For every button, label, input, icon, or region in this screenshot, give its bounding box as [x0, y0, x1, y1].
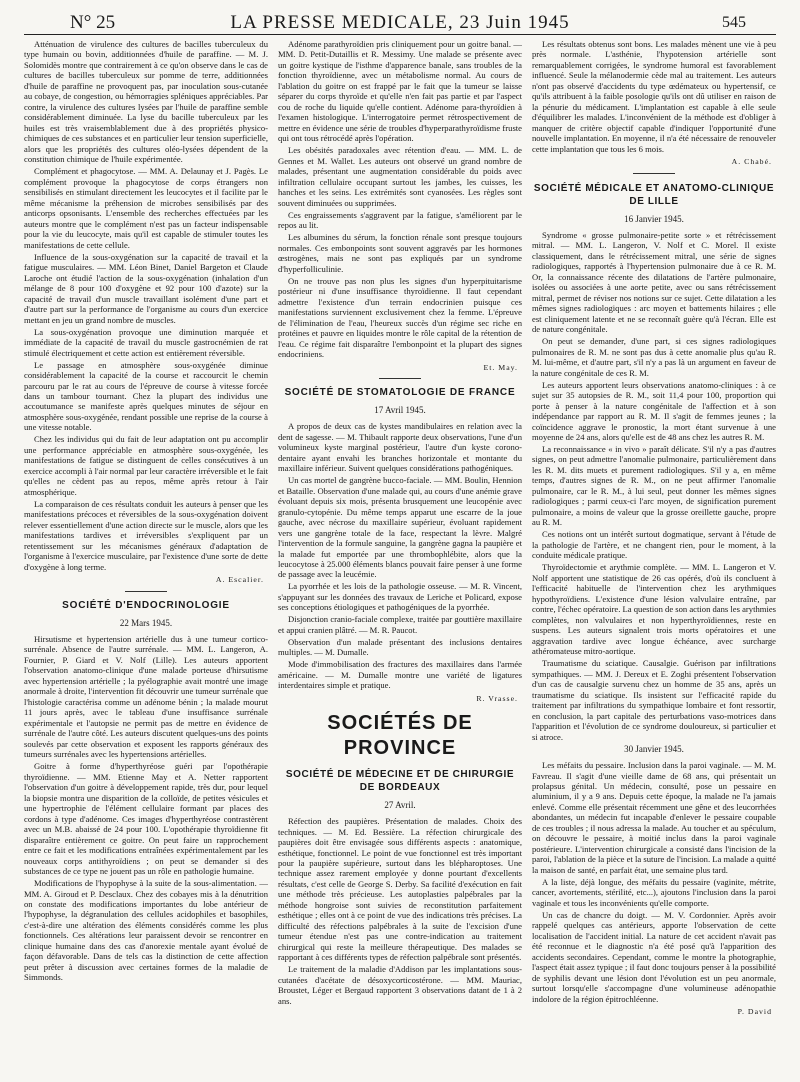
section-heading: SOCIÉTÉ D'ENDOCRINOLOGIE: [62, 599, 230, 611]
page-header: [24, 10, 776, 35]
session-date: 27 Avril.: [384, 800, 416, 811]
article-goitre-hyperthyreose: Goitre à forme d'hyperthyréose guéri par l'opothérapie thyroïdienne. — MM. Etienne May et A. Netter rapportent l'observation d'un goitre à développement rapide, très dur, pour lequel la biopsie montra une disparition de la colloïde, de petites vésicules et une hypertrophie de l'élément cellulaire formant par places des cordons à type d'adénome. Ces images d'hyperthyréose contrastèrent avec un M.B. abaissé de 24 pour 100. L'opothérapie thyroïdienne fit disparaître entièrement ce goitre. On peut faire un rapprochement entre ce fait et les modifications entraînées expérimentalement par les nouveaux corps antithyroïdiens ; on peut se demander si des substances de ce type ne jouent pas un rôle en pathologie humaine.: [24, 761, 268, 877]
session-date: 22 Mars 1945.: [119, 617, 173, 628]
article-mefaits-pessaire: Les méfaits du pessaire. Inclusion dans la paroi vaginale. — M. M. Favreau. Il s'agit d'une vieille dame de 68 ans, qui présentait un prolapsus génital. Un médecin, consulté, pose un pessaire en aluminium, il y a 9 ans. Depuis cette époque, la malade ne l'a jamais enlevé. Comme elle présentait récemment une gêne et des leucorrhées abondantes, un médecin fut incapable d'enlever le pessaire coupable de ces troubles ; il nous adressa la malade. Au toucher et au spéculum, on découvre le pessaire, à moitié inclus dans la paroi vaginale postérieure. L'intervention chirurgicale a consisté dans l'incision de la paroi, l'ablation de la pièce et la suture de l'incision. La malade a quitté la maison de santé, en parfait état, une semaine plus tard.: [532, 760, 776, 875]
section-heading: SOCIÉTÉ DE STOMATOLOGIE DE FRANCE: [284, 387, 516, 399]
paragraph: Chez les individus qui du fait de leur adaptation ont pu accomplir une performance appréciable en atmosphère sous-oxygénée, les manifestations de fatigue se distinguent de celles consécutives à un exercice accompli à l'air normal par leur caractère irréversible et le fait qu'elles ne cèdent pas au repos, même après retour à l'air atmosphérique.: [24, 434, 268, 497]
article-adenome-parathyroidien: Adénome parathyroïdien pris cliniquement pour un goitre banal. — MM. D. Petit-Dutaillis et R. Messimy. Une malade se présente avec un goitre kystique de l'isthme d'apparence banale, sans troubles de la fonction thyroïdienne, avec un métabolisme normal. Au cours de l'ablation du goitre on est frappé par le fait que la tumeur se laisse séparer du corps thyroïde et qu'elle n'en fait pas partie et par l'aspect cou de roche du liquide qu'elle contient. Adénome para-thyroïdien à l'examen histologique. L'interrogatoire permet rétrospectivement de mettre en évidence une série de troubles d'hyperparathyroïdisme fruste qui ont tous rétrocédé après l'opération.: [278, 39, 522, 144]
article-complement-phagocytose: Complément et phagocytose. — MM. A. Delaunay et J. Pagès. Le complément provoque la phagocytose de corps étrangers non sensibilisés en stimulant directement les leucocytes et il facilite par le même mécanisme la préhension de microbes sensibilisés par des anticorps opsonisants. L'ensemble des recherches effectuées par les auteurs montre que le complément n'est pas un facteur indispensable pour la vie du leucocyte, mais qu'il est capable de stimuler toutes les manifestations de cette cellule.: [24, 166, 268, 250]
paragraph: Ces engraissements s'aggravent par la fatigue, s'améliorent par le repos au lit.: [278, 209, 522, 231]
article-gangrene-bucco-faciale: Un cas mortel de gangrène bucco-faciale. — MM. Boulin, Hennion et Bataille. Observation d'une malade qui, au cours d'une anémie grave évoluant depuis six mois, présenta brusquement une leucopénie avec granulo-cytopénie. Du même temps apparut une escarre de la joue gauche, avec nécrose du maxillaire supérieur, évoluant rapidement vers une gangrène totale de la face, respectant la lèvre. Malgré l'intervention de la formule sanguine, la gangrène gagna la paupière et la malade fut emportée par une thrombophlébite, alors que la leucocytose à 25.000 éléments blancs pouvait faire penser à une forme de passage avec la leucémie.: [278, 475, 522, 580]
paragraph: Le passage en atmosphère sous-oxygénée diminue considérablement la capacité de la course et raccourcit le chemin parcouru par le rat au cours de l'épreuve de course à vitesse forcée dans un tambour tournant. Chez la plupart des individus une accoutumance se manifeste après quelques minutes de séjour en atmosphère sous-oxygénée, rendant possible une reprise de la course à une vitesse notable.: [24, 359, 268, 433]
article-thyroidectomie: Thyroïdectomie et arythmie complète. — MM. L. Langeron et V. Nolf apportent une statistique de 26 cas opérés, d'où ils concluent à l'efficacité habituelle de l'intervention chez les arythmiques hypothyroïdiens. L'existence d'une lésion valvulaire entraîne, par contre, l'échec opératoire. La question de son action dans les arythmies complètes, non valvulaires et non hyperthyroïdiennes, reste en suspens. Les auteurs signalent trois morts opératoires et une aggravation tardive avec longue échéance, avec surcharge athéromateuse mitro-aortique.: [532, 562, 776, 657]
paragraph: On peut se demander, d'une part, si ces signes radiologiques pulmonaires de R. M. ne sont pas dus à cette anomalie plus qu'au R. M. lui-même, et d'autre part, s'il n'y a pas là un argument en faveur de la nature congénitale de ces R. M.: [532, 336, 776, 378]
paragraph: A la liste, déjà longue, des méfaits du pessaire (vaginite, métrite, cancer, avortements, stérilité, etc...), ajoutons l'inclusion dans la paroi vaginale et tous les inconvénients qu'elle comporte.: [532, 876, 776, 908]
author-signature: Et. May.: [483, 362, 518, 372]
article-disjonction-cranio-faciale: Disjonction cranio-faciale complexe, traitée par gouttière maxillaire et appui cranien plâtré. — M. R. Paucot.: [278, 614, 522, 635]
author-signature: R. Vrasse.: [476, 693, 518, 703]
column-1: [24, 39, 268, 1075]
article-columns: [24, 39, 776, 1075]
session-date: 16 Janvier 1945.: [624, 213, 684, 224]
journal-title: LA PRESSE MEDICALE, 23 Juin 1945: [230, 12, 570, 33]
article-chancre-doigt: Un cas de chancre du doigt. — M. V. Cordonnier. Après avoir rappelé quelques cas antérieurs, apporte l'observation de cette localisation de l'accident initial. La nature de cet accident n'avait pas été reconnue et le diagnostic n'a été posé qu'à l'apparition des accidents secondaires. Cependant, comme le montre la photographie, l'aspect était assez typique ; il faut donc toujours penser à la possibilité de syphilis devant une lésion dont l'évolution est un peu anormale, surtout lorsqu'elle s'accompagne d'une volumineuse adénopathie indolore de la région épitrochléenne.: [532, 909, 776, 1004]
issue-number: N° 25: [70, 12, 116, 33]
article-sous-oxygenation: Influence de la sous-oxygénation sur la capacité de travail et la fatigue musculaires. — MM. Léon Binet, Daniel Bargeton et Claude Laroche ont étudié l'action de la sous-oxygénation (inhalation d'un mélange de 8 pour 100 d'oxygène et 92 pour 100 d'azote) sur la capacité de travail d'un muscle travaillant isolément d'une part et d'autre part sur la performance de l'organisme au cours d'un exercice mettant en jeu un grand nombre de muscles.: [24, 251, 268, 325]
article-pyorrhee: La pyorrhée et les lois de la pathologie osseuse. — M. R. Vincent, s'appuyant sur les données des travaux de Leriche et Policard, expose ses conceptions étiologiques et pathogéniques de la pyorrhée.: [278, 581, 522, 613]
paragraph: La reconnaissance « in vivo » paraît délicate. S'il n'y a pas d'autres signes, on peut admettre l'anomalie pulmonaire, particulièrement dans les R. M. dits muets et purement radiologiques. S'il y a, en même temps, d'autres signes de R. M., on ne peut affirmer l'anomalie pulmonaire, car le R. M., à lui seul, peut donner les mêmes signes radiologiques ; parmi ceux-ci l'arc moyen, de signification purement pulmonaire, a moins de valeur que la grosse oreillette gauche, propre au R. M.: [532, 443, 776, 528]
paragraph: Ces notions ont un intérêt surtout dogmatique, servant à l'étude de la pathologie de l'artère, et ne changent rien, pour le moment, à la conduite médicale pratique.: [532, 529, 776, 561]
article-kystes-mandibulaires: A propos de deux cas de kystes mandibulaires en relation avec la dent de sagesse. — M. Thibault rapporte deux observations, l'une d'un volumineux kyste marginal postérieur, l'autre d'un kyste corono-dentaire ayant envahi les branches horizontale et montante du maxillaire inférieur. Suivent quelques considérations pathogéniques.: [278, 421, 522, 474]
paragraph: Les résultats obtenus sont bons. Les malades mènent une vie à peu près normale. L'asthénie, l'hypotension artérielle sont remarquablement corrigées, le syndrome humoral est favorablement influencé. Seule la mélanodermie cède mal au traitement. Les auteurs n'ont pas observé d'accidents du type œdémateux ou hypertensif, ce qu'ils attribuent à la faible posologie qu'ils ont dû utiliser en raison de la pénurie du médicament. L'implantation est capable à elle seule d'équilibrer les malades. L'inconvénient de la méthode est d'obliger à manquer de critère objectif capable d'indiquer l'opportunité d'une nouvelle implantation. En moyenne, il n'a été nécessaire de renouveler cette implantation que tous les 6 mois.: [532, 39, 776, 154]
author-signature: A. Escalier.: [215, 575, 264, 585]
article-maladie-addison: Le traitement de la maladie d'Addison par les implantations sous-cutanées d'acétate de désoxycorticostérone. — MM. Mauriac, Broustet, Léger et Bergaud rapportent 3 observations datant de 1 à 2 ans.: [278, 964, 522, 1006]
article-fractures-maxillaires: Mode d'immobilisation des fractures des maxillaires dans l'armée américaine. — M. Dumalle montre une variété de ligatures interdentaires simple et pratique.: [278, 659, 522, 691]
paragraph: La sous-oxygénation provoque une diminution marquée et immédiate de la capacité de travail du muscle gastrocnémien de rat stimulé électriquement et cette action est entièrement réversible.: [24, 326, 268, 358]
session-date: 30 Janvier 1945.: [624, 744, 684, 755]
paragraph: Les albumines du sérum, la fonction rénale sont presque toujours normales. Ces embonpoints sont souvent aggravés par les hormones œstrogènes, mais ne sont pas expliqués par un syndrome d'hyperfolliculinie.: [278, 232, 522, 274]
article-obesites-paradoxales: Les obésités paradoxales avec rétention d'eau. — MM. L. de Gennes et M. Wallet. Les auteurs ont observé un grand nombre de malades, présentant une augmentation considérable du poids avec infiltration cellulaire occupant surtout les jambes, les cuisses, les hanches et les seins. Les extrémités sont cyanosées. Les règles sont souvent diminuées ou supprimées.: [278, 145, 522, 208]
article-inclusions-dentaires: Observation d'un malade présentant des inclusions dentaires multiples. — M. Dumalle.: [278, 636, 522, 658]
article-refection-paupieres: Réfection des paupières. Présentation de malades. Choix des techniques. — M. Ed. Bessière. La réfection chirurgicale des paupières doit être envisagée sous différents aspects : anatomique, esthétique, fonctionnel. Le point de vue fonctionnel est très important pour la paupière supérieure, surtout dans les blépharoptoses. Une technique assez rarement employée y donne pourtant d'excellents résultats, c'est celle de George S. Derby. Sa facilité d'exécution en fait une méthode très précieuse. Les autoplasties palpébrales par la méthode hongroise sont suivies de reconstitution parfaitement esthétique ; elles ont à ce point de vue des indications très précises. La difficulté des réfections palpébrales à la suite de l'excision d'une tumeur étendue n'est pas une contre-indication au traitement chirurgical qui reste la meilleure thérapeutique. Des malades se rapportant à ces différents types de réfection palpébrale sont présentés.: [278, 816, 522, 963]
article-traumatisme-sciatique: Traumatisme du sciatique. Causalgie. Guérison par infiltrations sympathiques. — MM. J. Dereux et E. Zoghi présentent l'observation d'un cas de causalgie survenu chez un homme de 35 ans, après un traumatisme du sciatique. Ils insistent sur l'efficacité rapide du traitement par infiltrations du sympathique lombaire et font ressortir, en conclusion, la part capitale des perturbations vaso-motrices dans l'apparition et l'évolution de ce syndrome douloureux, si particulier et si atroce.: [532, 658, 776, 742]
author-signature: A. Chabé.: [731, 157, 772, 167]
session-date: 17 Avril 1945.: [374, 405, 426, 416]
article-attenuation-virulence: Atténuation de virulence des cultures de bacilles tuberculeux du type humain ou bovin, additionnées d'huile de paraffine. — M. J. Solomidès montre que contrairement à ce qu'on observe dans le cas de cultures de bacilles tuberculeux sur pomme de terre, additionnées d'huile de paraffine ne provoquent pas, par inoculation sous-cutanée au cobaye, de congestion, ou hémorragies spléniques appréciables. Par contre, la virulence des cultures lysées par l'huile de paraffine semble considérablement diminuée. La lyse du bacille tuberculeux par les huiles est très vraisemblablement due à des propriétés physico-chimiques de ces substances et en particulier leur tension superficielle, alors que les propriétés des cultures oléo-lysées dépendent de la constitution chimique de l'huile expérimentée.: [24, 39, 268, 165]
section-heading: SOCIÉTÉ DE MÉDECINE ET DE CHIRURGIE DE BORDEAUX: [285, 769, 515, 794]
article-hypophyse: Modifications de l'hypophyse à la suite de la sous-alimentation. — MM. A. Giroud et P. Desclaux. Chez des cobayes mis à la dénutrition on constate des modifications importantes du lobe antérieur de l'hypophyse, la dégranulation des cellules acidophiles et basophiles, c'est-à-dire une altération des éléments considérés comme les plus fonctionnels. Ces altérations leur paraissent devoir se rencontrer en clinique humaine dans des cas d'anorexie mentale ayant évolué de façon défavorable. Dans de tels cas la distinction de cette affection peut prêter à discussion avec certaines formes de la maladie de Simmonds.: [24, 878, 268, 983]
divider: [633, 173, 675, 174]
column-3: [532, 39, 776, 1075]
author-signature: P. David: [737, 1007, 772, 1017]
paragraph: Les auteurs apportent leurs observations anatomo-cliniques : à ce sujet sur 35 autopsies de R. M., soit 11,4 pour 100, proportion qui porte à penser à la nature congénitale de l'affection et à son indépendance par rapport au R. M. Il s'agit de femmes jeunes ; la coïncidence aggrave le pronostic, la mort étant survenue à une moyenne de 24 ans, alors qu'elle est de 48 ans chez les autres R. M.: [532, 379, 776, 442]
main-section-heading: SOCIÉTÉS DE PROVINCE: [327, 712, 473, 759]
divider: [379, 378, 421, 379]
divider: [125, 591, 167, 592]
paragraph: La comparaison de ces résultats conduit les auteurs à penser que les manifestations précoces et réversibles de la sous-oxygénation doivent relever essentiellement d'une action directe sur le muscle, alors que les manifestations tardives et irréversibles s'expliquent par un retentissement sur les mécanismes généraux d'adaptation de l'organisme à l'exercice musculaire, par l'existence d'une sorte de dette d'oxygène à long terme.: [24, 498, 268, 572]
paragraph: On ne trouve pas non plus les signes d'un hyperpituitarisme postérieur ni d'une insuffisance thyroïdienne. Il faut cependant admettre l'existence d'un terrain endocrinien puisque ces manifestations surviennent exclusivement chez la femme. L'épreuve de l'élimination de l'eau, l'heureux succès d'un régime sec riche en protéines et pauvre en liquides montre le rôle capital de la rétention de l'eau. Ce régime fait disparaître l'embonpoint et la plupart des signes endocriniens.: [278, 275, 522, 360]
column-2: [278, 39, 522, 1075]
article-grosse-pulmonaire: Syndrome « grosse pulmonaire-petite sorte » et rétrécissement mitral. — MM. L. Langeron, V. Nolf et C. Morel. Il existe classiquement, dans le rétrécissement mitral, une série de signes radiologiques, rapportés à l'hypertension pulmonaire due à ce R. M. Or, la connaissance récente des dilatations de l'artère pulmonaire, isolées ou associées à une aorte petite, avec ou sans rétrécissement mitral, permet de réviser nos notions sur ce sujet. Cette dilatation a les mêmes signes radiologiques : arc moyen et battements hilaires ; elle est cliniquement latente et ne se reconnaît guère qu'à l'écran. Elle est de nature congénitale.: [532, 229, 776, 335]
page-number: 545: [722, 14, 746, 31]
article-hirsutisme: Hirsutisme et hypertension artérielle dus à une tumeur cortico-surrénale. Absence de l'autre surrénale. — MM. L. Langeron, A. Fournier, P. Giard et V. Nolf (Lille). Les auteurs apportent l'observation anatomo-clinique d'une malade porteuse d'hirsutisme avec hypertension artérielle ; la pyélographie avait montré une image anormale à droite, l'intervention fit découvrir une tumeur surrénale que l'histologie caractérisa comme un adénome bénin ; la malade mourut 11 jours après, avec le tableau d'une insuffisance surrénale expérimentale et l'autopsie ne permit pas de mettre en évidence de surrénale de l'autre côté. Les auteurs discutent quelques-uns des points soulevés par cette observation et exposent les rapports généraux des tumeurs surrénales avec les hypertensions artérielles.: [24, 633, 268, 760]
section-heading: SOCIÉTÉ MÉDICALE ET ANATOMO-CLINIQUE DE LILLE: [533, 182, 775, 207]
